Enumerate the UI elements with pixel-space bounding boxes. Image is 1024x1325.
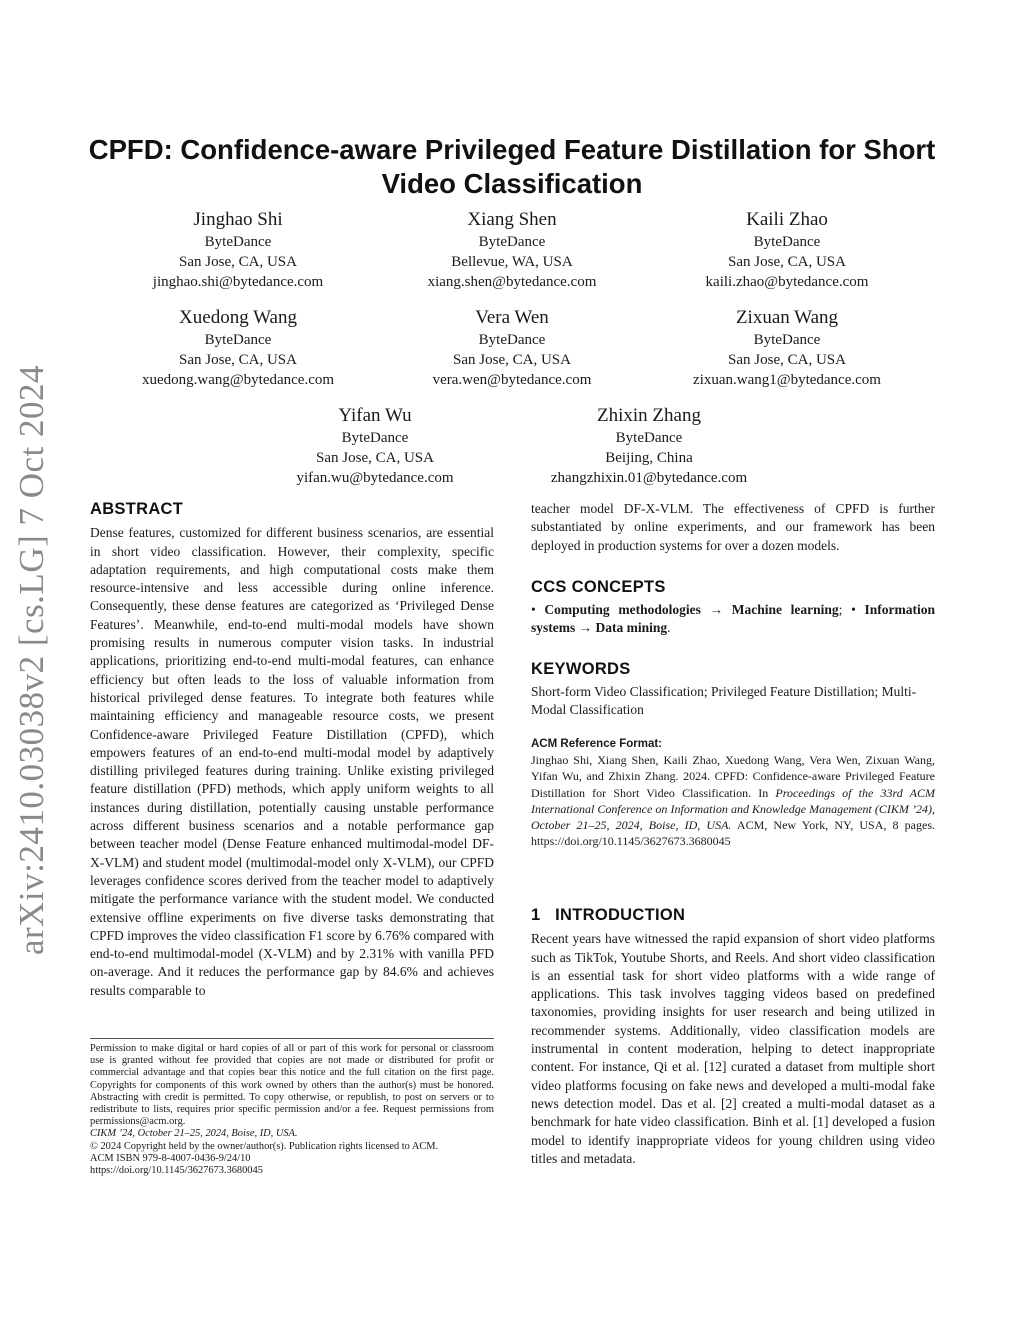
author-block <box>225 404 525 488</box>
author-block <box>499 404 799 488</box>
author-name: Vera Wen <box>475 307 549 328</box>
author-name: Jinghao Shi <box>193 209 283 230</box>
permission-notice: Permission to make digital or hard copies of all or part of this work for personal or classroom use is granted without fee provided that copies are not made or distributed for profit or commercial advantage and that copies bear this notice and the full citation on the first page. Copyrights for components of this work owned by others than the author(s) must be honored. Abstracting with credit is permitted. To copy otherwise, or republish, to post on servers or to redistribute to lists, requires prior specific permission and/or a fee. Request permissions from permissions@acm.org. <box>90 1043 494 1128</box>
author-org: ByteDance <box>615 430 683 446</box>
acm-reference <box>531 736 935 850</box>
abstract-section <box>90 500 494 1000</box>
author-email[interactable]: zixuan.wang1@bytedance.com <box>693 372 881 388</box>
author-org: ByteDance <box>478 234 546 250</box>
intro-heading: 1 INTRODUCTION <box>531 906 686 924</box>
author-email[interactable]: kaili.zhao@bytedance.com <box>705 274 869 290</box>
abstract-continued: teacher model DF-X-VLM. The effectiveness of CPFD is further substantiated by online experiments, and our framework has been deployed in production systems for over a dozen models. <box>531 501 935 553</box>
ccs-bullet: • <box>531 602 545 618</box>
reference-authors: Jinghao Shi, Xiang Shen, Kaili Zhao, Xuedong Wang, Vera Wen, Zixuan Wang, Yifan Wu, and Zhixin Zhang. 2024. CPFD: Confidence-aware Privileged Feature Distillation for Short Video Classification. In <box>531 752 935 800</box>
author-location: Bellevue, WA, USA <box>451 254 573 270</box>
author-name: Yifan Wu <box>338 405 412 426</box>
author-location: San Jose, CA, USA <box>179 254 297 270</box>
author-email[interactable]: jinghao.shi@bytedance.com <box>152 274 324 290</box>
author-block <box>88 208 388 292</box>
author-location: San Jose, CA, USA <box>728 254 846 270</box>
author-location: Beijing, China <box>605 450 693 466</box>
intro-text: Recent years have witnessed the rapid expansion of short video platforms such as TikTok, Youtube Shorts, and Reels. And short video classification is an essential task for short video platforms with a wide range of applications. This task involves tagging videos based on predefined taxonomies, providing insights for user research and being utilized in recommender systems. Additionally, video classification models are instrumental in content moderation, helping to detect inappropriate content. For instance, Qi et al. [12] curated a dataset from multiple short video platforms focusing on fake news and developed a multi-modal fake news detection model. Das et al. [2] created a multi-modal dataset as a benchmark for hate video classification. Binh et al. [1] developed a fusion model to identify inappropriate videos for young children using video titles and metadata. <box>531 931 935 1166</box>
author-email[interactable]: xuedong.wang@bytedance.com <box>141 372 335 388</box>
paper-title: CPFD: Confidence-aware Privileged Feature Distillation for Short Video Classification <box>88 134 936 199</box>
copyright-line: © 2024 Copyright held by the owner/author(s). Publication rights licensed to ACM. <box>90 1140 439 1152</box>
author-location: San Jose, CA, USA <box>453 352 571 368</box>
ccs-separator: ; <box>838 602 852 618</box>
arxiv-stamp <box>10 360 54 960</box>
author-location: San Jose, CA, USA <box>728 352 846 368</box>
author-block <box>362 208 662 292</box>
abstract-heading: ABSTRACT <box>90 500 184 518</box>
keywords-heading: KEYWORDS <box>531 659 631 678</box>
isbn-line: ACM ISBN 979-8-4007-0436-9/24/10 <box>90 1152 251 1164</box>
abstract-text: Dense features, customized for different business scenarios, are essential in short video classification. However, their complexity, specific adaptation requirements, and high computational costs make them resource-intensive and less accessible during online inference. Consequently, these dense features are categorized as ‘Privileged Dense Features’. Meanwhile, end-to-end multi-modal models have shown promising results in numerous computer vision tasks. In industrial applications, prioritizing end-to-end multi-modal features, can enhance efficiency but often leads to the loss of valuable information from historical privileged dense features. To integrate both features while maintaining efficiency and manageable resource costs, we present Confidence-aware Privileged Feature Distillation (CPFD), which empowers features of an end-to-end multi-modal model by adaptively distilling privileged features during training. Unlike existing privileged feature distillation (PFD) methods, which apply uniform weights to all instances during distillation, potentially causing unstable performance across different business scenarios and a notable performance gap between teacher model (Dense Feature enhanced multimodal-model DF-X-VLM) and student model (multimodal-model only X-VLM), our CPFD leverages confidence scores derived from the teacher model to adaptively mitigate the performance variance with the student model. We conducted extensive offline experiments on five diverse tasks demonstrating that CPFD improves the video classification F1 score by 6.76% compared with end-to-end multimodal-model (X-VLM) and by 2.31% with vanilla PFD on-average. And it reduces the performance gap by 84.6% and achieves results comparable to <box>90 525 494 998</box>
author-org: ByteDance <box>204 234 272 250</box>
author-org: ByteDance <box>341 430 409 446</box>
author-org: ByteDance <box>753 234 821 250</box>
doi-link[interactable]: https://doi.org/10.1145/3627673.3680045 <box>90 1165 263 1177</box>
introduction-section <box>531 906 935 1168</box>
venue-text: CIKM ’24, October 21–25, 2024, Boise, ID, USA. <box>90 1128 298 1140</box>
keywords-text: Short-form Video Classification; Privileged Feature Distillation; Multi-Modal Classification <box>531 684 917 718</box>
ccs-concepts <box>531 601 935 638</box>
author-block <box>637 306 937 390</box>
author-org: ByteDance <box>204 332 272 348</box>
ccs-term: Information systems → Data mining <box>531 602 935 636</box>
author-location: San Jose, CA, USA <box>179 352 297 368</box>
arxiv-stamp-text: arXiv:2410.03038v2 [cs.LG] 7 Oct 2024 <box>12 364 51 956</box>
reference-label: ACM Reference Format: <box>531 737 662 750</box>
reference-text <box>531 752 935 850</box>
ccs-term: Computing methodologies → Machine learning <box>544 602 839 618</box>
author-name: Zixuan Wang <box>735 307 839 328</box>
venue-line <box>90 1128 494 1140</box>
reference-proceedings: Proceedings of the 33rd ACM International Conference on Information and Knowledge Management (CIKM ’24), October 21–25, 2024, Boise, ID, USA. <box>531 785 935 833</box>
author-email[interactable]: xiang.shen@bytedance.com <box>427 274 597 290</box>
author-email[interactable]: zhangzhixin.01@bytedance.com <box>550 470 748 486</box>
author-org: ByteDance <box>478 332 546 348</box>
author-email[interactable]: vera.wen@bytedance.com <box>432 372 592 388</box>
author-name: Kaili Zhao <box>746 209 828 230</box>
author-name: Zhixin Zhang <box>597 405 701 426</box>
ccs-bullet: • <box>851 602 865 618</box>
reference-tail: ACM, New York, NY, USA, 8 pages. https://doi.org/10.1145/3627673.3680045 <box>531 818 936 849</box>
author-email[interactable]: yifan.wu@bytedance.com <box>296 470 454 486</box>
ccs-heading: CCS CONCEPTS <box>531 577 666 596</box>
right-column <box>531 500 935 850</box>
author-block <box>637 208 937 292</box>
author-location: San Jose, CA, USA <box>316 450 434 466</box>
footnote <box>90 1038 494 1177</box>
author-org: ByteDance <box>753 332 821 348</box>
ccs-end: . <box>667 620 671 636</box>
author-block <box>362 306 662 390</box>
author-name: Xiang Shen <box>467 209 557 230</box>
author-block <box>88 306 388 390</box>
author-name: Xuedong Wang <box>179 307 297 328</box>
